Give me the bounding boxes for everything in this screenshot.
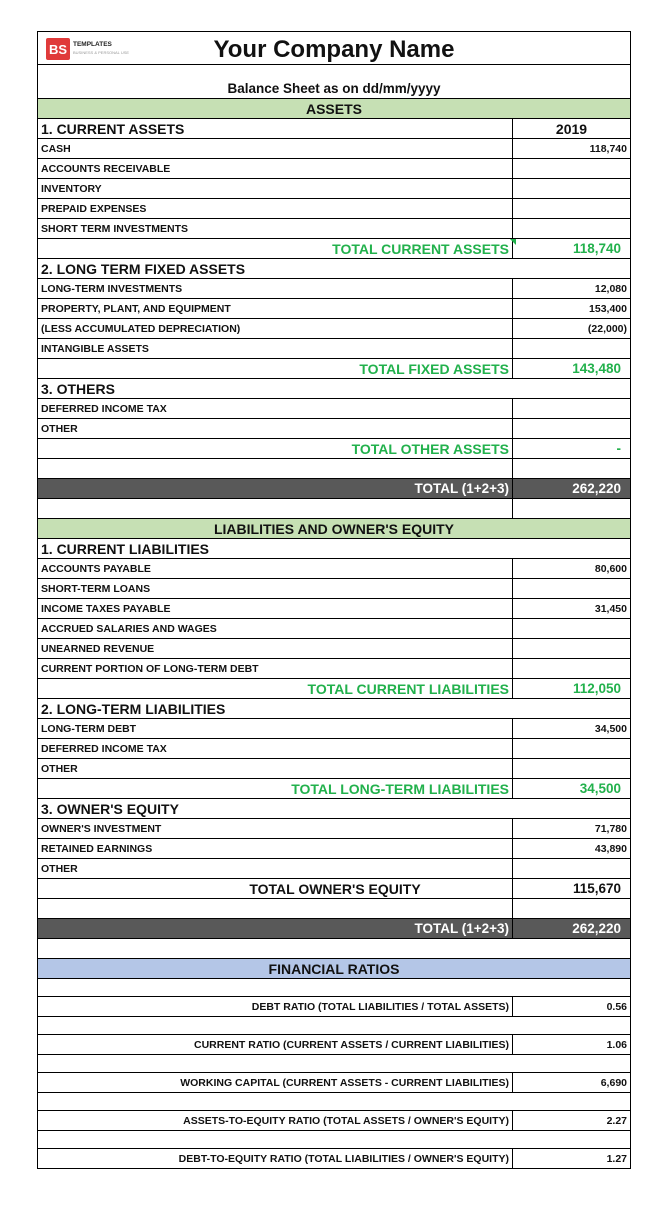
line-item-row bbox=[38, 599, 630, 619]
ratios-header-row bbox=[38, 959, 630, 979]
other-value[interactable] bbox=[512, 759, 630, 778]
total-current-liabilities-value[interactable]: 112,050 bbox=[512, 679, 630, 698]
logo-tagline: BUSINESS & PERSONAL USE bbox=[73, 50, 130, 55]
line-item-row bbox=[38, 819, 630, 839]
assets-grand-total-row bbox=[38, 479, 630, 499]
long-term-liabilities-title-row bbox=[38, 699, 630, 719]
line-item-row bbox=[38, 339, 630, 359]
liabilities-grand-total-value[interactable]: 262,220 bbox=[512, 919, 630, 938]
ratio-row bbox=[38, 1149, 630, 1169]
assets-to-equity-ratio-label: ASSETS-TO-EQUITY RATIO (TOTAL ASSETS / OWNER'S EQUITY) bbox=[183, 1114, 509, 1127]
total-current-liabilities-label: TOTAL CURRENT LIABILITIES bbox=[307, 680, 509, 697]
deferred-income-tax-value[interactable] bbox=[512, 739, 630, 758]
spacer-row bbox=[38, 979, 630, 997]
line-item-row bbox=[38, 859, 630, 879]
long-term-liabilities-title: 2. LONG-TERM LIABILITIES bbox=[41, 700, 226, 717]
short-term-investments-label: SHORT TERM INVESTMENTS bbox=[41, 222, 189, 235]
short-term-investments-value[interactable] bbox=[512, 219, 630, 238]
income-taxes-payable-label: INCOME TAXES PAYABLE bbox=[41, 602, 171, 615]
total-current-assets-label: TOTAL CURRENT ASSETS bbox=[332, 240, 509, 257]
line-item-row bbox=[38, 579, 630, 599]
deferred-income-tax-value[interactable] bbox=[512, 399, 630, 418]
line-item-row bbox=[38, 559, 630, 579]
total-long-term-liabilities-row bbox=[38, 779, 630, 799]
company-header-row bbox=[38, 31, 630, 65]
less-accumulated-depreciation-label: (LESS ACCUMULATED DEPRECIATION) bbox=[41, 322, 241, 335]
line-item-row bbox=[38, 219, 630, 239]
income-taxes-payable-value[interactable]: 31,450 bbox=[512, 599, 630, 618]
owners-equity-title-row bbox=[38, 799, 630, 819]
accounts-payable-value[interactable]: 80,600 bbox=[512, 559, 630, 578]
spacer-row bbox=[38, 1131, 630, 1149]
cash-label: CASH bbox=[41, 142, 71, 155]
owners-equity-title: 3. OWNER'S EQUITY bbox=[41, 800, 179, 817]
current-assets-title: 1. CURRENT ASSETS bbox=[41, 120, 185, 137]
short-term-loans-label: SHORT-TERM LOANS bbox=[41, 582, 151, 595]
other-label: OTHER bbox=[41, 762, 78, 775]
less-accumulated-depreciation-value[interactable]: (22,000) bbox=[512, 319, 630, 338]
other-value[interactable] bbox=[512, 859, 630, 878]
fixed-assets-title-row bbox=[38, 259, 630, 279]
current-ratio-label: CURRENT RATIO (CURRENT ASSETS / CURRENT LIABILITIES) bbox=[194, 1038, 509, 1051]
deferred-income-tax-label: DEFERRED INCOME TAX bbox=[41, 742, 167, 755]
assets-header-row bbox=[38, 99, 630, 119]
current-ratio-value[interactable]: 1.06 bbox=[512, 1035, 630, 1054]
working-capital-label: WORKING CAPITAL (CURRENT ASSETS - CURRENT LIABILITIES) bbox=[180, 1076, 509, 1089]
current-liabilities-title-row bbox=[38, 539, 630, 559]
line-item-row bbox=[38, 639, 630, 659]
total-owners-equity-value[interactable]: 115,670 bbox=[512, 879, 630, 898]
line-item-row bbox=[38, 719, 630, 739]
line-item-row bbox=[38, 179, 630, 199]
accounts-payable-label: ACCOUNTS PAYABLE bbox=[41, 562, 151, 575]
spacer-row bbox=[38, 499, 630, 519]
line-item-row bbox=[38, 759, 630, 779]
other-assets-title: 3. OTHERS bbox=[41, 380, 115, 397]
cell-comment-marker-icon bbox=[510, 239, 516, 245]
current-portion-of-long-term-debt-value[interactable] bbox=[512, 659, 630, 678]
accounts-receivable-value[interactable] bbox=[512, 159, 630, 178]
prepaid-expenses-label: PREPAID EXPENSES bbox=[41, 202, 147, 215]
prepaid-expenses-value[interactable] bbox=[512, 199, 630, 218]
long-term-investments-label: LONG-TERM INVESTMENTS bbox=[41, 282, 183, 295]
accrued-salaries-and-wages-value[interactable] bbox=[512, 619, 630, 638]
short-term-loans-value[interactable] bbox=[512, 579, 630, 598]
ratios-header: FINANCIAL RATIOS bbox=[38, 959, 630, 978]
other-label: OTHER bbox=[41, 422, 78, 435]
intangible-assets-label: INTANGIBLE ASSETS bbox=[41, 342, 149, 355]
deferred-income-tax-label: DEFERRED INCOME TAX bbox=[41, 402, 167, 415]
long-term-debt-value[interactable]: 34,500 bbox=[512, 719, 630, 738]
line-item-row bbox=[38, 159, 630, 179]
working-capital-value[interactable]: 6,690 bbox=[512, 1073, 630, 1092]
line-item-row bbox=[38, 619, 630, 639]
inventory-label: INVENTORY bbox=[41, 182, 102, 195]
line-item-row bbox=[38, 739, 630, 759]
fixed-assets-title: 2. LONG TERM FIXED ASSETS bbox=[41, 260, 246, 277]
cash-value[interactable]: 118,740 bbox=[512, 139, 630, 158]
line-item-row bbox=[38, 279, 630, 299]
balance-sheet bbox=[37, 31, 631, 1169]
debt-to-equity-ratio-label: DEBT-TO-EQUITY RATIO (TOTAL LIABILITIES / OWNER'S EQUITY) bbox=[178, 1152, 509, 1165]
long-term-debt-label: LONG-TERM DEBT bbox=[41, 722, 137, 735]
total-owners-equity-label: TOTAL OWNER'S EQUITY bbox=[249, 880, 421, 897]
spacer-row bbox=[38, 1017, 630, 1035]
spacer-row bbox=[38, 899, 630, 919]
liabilities-header-row bbox=[38, 519, 630, 539]
liabilities-grand-total-label: TOTAL (1+2+3) bbox=[414, 921, 509, 936]
balance-sheet-date[interactable]: Balance Sheet as on dd/mm/yyyy bbox=[227, 81, 441, 96]
line-item-row bbox=[38, 199, 630, 219]
logo-name: TEMPLATES bbox=[73, 41, 112, 48]
line-item-row bbox=[38, 139, 630, 159]
owner-s-investment-label: OWNER'S INVESTMENT bbox=[41, 822, 162, 835]
property-plant-and-equipment-label: PROPERTY, PLANT, AND EQUIPMENT bbox=[41, 302, 231, 315]
other-assets-title-row bbox=[38, 379, 630, 399]
total-fixed-assets-label: TOTAL FIXED ASSETS bbox=[359, 360, 509, 377]
debt-ratio-label: DEBT RATIO (TOTAL LIABILITIES / TOTAL ASSETS) bbox=[251, 1000, 509, 1013]
total-current-assets-value[interactable]: 118,740 bbox=[512, 239, 630, 258]
accounts-receivable-label: ACCOUNTS RECEIVABLE bbox=[41, 162, 171, 175]
liabilities-header: LIABILITIES AND OWNER'S EQUITY bbox=[38, 519, 630, 538]
total-fixed-assets-value[interactable]: 143,480 bbox=[512, 359, 630, 378]
assets-header: ASSETS bbox=[38, 99, 630, 118]
assets-to-equity-ratio-value[interactable]: 2.27 bbox=[512, 1111, 630, 1130]
owner-s-investment-value[interactable]: 71,780 bbox=[512, 819, 630, 838]
current-liabilities-title: 1. CURRENT LIABILITIES bbox=[41, 540, 210, 557]
other-label: OTHER bbox=[41, 862, 78, 875]
ratio-row bbox=[38, 1073, 630, 1093]
ratio-row bbox=[38, 997, 630, 1017]
total-fixed-assets-row bbox=[38, 359, 630, 379]
spacer-row bbox=[38, 939, 630, 959]
total-other-assets-row bbox=[38, 439, 630, 459]
line-item-row bbox=[38, 839, 630, 859]
unearned-revenue-value[interactable] bbox=[512, 639, 630, 658]
current-portion-of-long-term-debt-label: CURRENT PORTION OF LONG-TERM DEBT bbox=[41, 662, 259, 675]
retained-earnings-value[interactable]: 43,890 bbox=[512, 839, 630, 858]
spacer-row bbox=[38, 459, 630, 479]
ratio-row bbox=[38, 1035, 630, 1055]
brand-logo bbox=[46, 38, 129, 60]
line-item-row bbox=[38, 319, 630, 339]
liabilities-grand-total-row bbox=[38, 919, 630, 939]
current-assets-title-row bbox=[38, 119, 630, 139]
total-current-liabilities-row bbox=[38, 679, 630, 699]
line-item-row bbox=[38, 299, 630, 319]
assets-grand-total-value[interactable]: 262,220 bbox=[512, 479, 630, 498]
intangible-assets-value[interactable] bbox=[512, 339, 630, 358]
total-long-term-liabilities-value[interactable]: 34,500 bbox=[512, 779, 630, 798]
spacer-row bbox=[38, 1093, 630, 1111]
debt-ratio-value[interactable]: 0.56 bbox=[512, 997, 630, 1016]
accrued-salaries-and-wages-label: ACCRUED SALARIES AND WAGES bbox=[41, 622, 217, 635]
total-owners-equity-row bbox=[38, 879, 630, 899]
total-current-assets-row bbox=[38, 239, 630, 259]
year-header[interactable]: 2019 bbox=[512, 119, 630, 138]
logo-mark: BS bbox=[46, 38, 70, 60]
other-value[interactable] bbox=[512, 419, 630, 438]
inventory-value[interactable] bbox=[512, 179, 630, 198]
retained-earnings-label: RETAINED EARNINGS bbox=[41, 842, 153, 855]
line-item-row bbox=[38, 399, 630, 419]
property-plant-and-equipment-value[interactable]: 153,400 bbox=[512, 299, 630, 318]
spacer-row bbox=[38, 1055, 630, 1073]
total-other-assets-value[interactable]: - bbox=[512, 439, 630, 458]
assets-grand-total-label: TOTAL (1+2+3) bbox=[414, 481, 509, 496]
line-item-row bbox=[38, 659, 630, 679]
line-item-row bbox=[38, 419, 630, 439]
total-long-term-liabilities-label: TOTAL LONG-TERM LIABILITIES bbox=[291, 780, 509, 797]
debt-to-equity-ratio-value[interactable]: 1.27 bbox=[512, 1149, 630, 1168]
total-other-assets-label: TOTAL OTHER ASSETS bbox=[351, 440, 509, 457]
unearned-revenue-label: UNEARNED REVENUE bbox=[41, 642, 155, 655]
company-name[interactable]: Your Company Name bbox=[213, 36, 455, 63]
subtitle-row bbox=[38, 65, 630, 99]
long-term-investments-value[interactable]: 12,080 bbox=[512, 279, 630, 298]
ratio-row bbox=[38, 1111, 630, 1131]
